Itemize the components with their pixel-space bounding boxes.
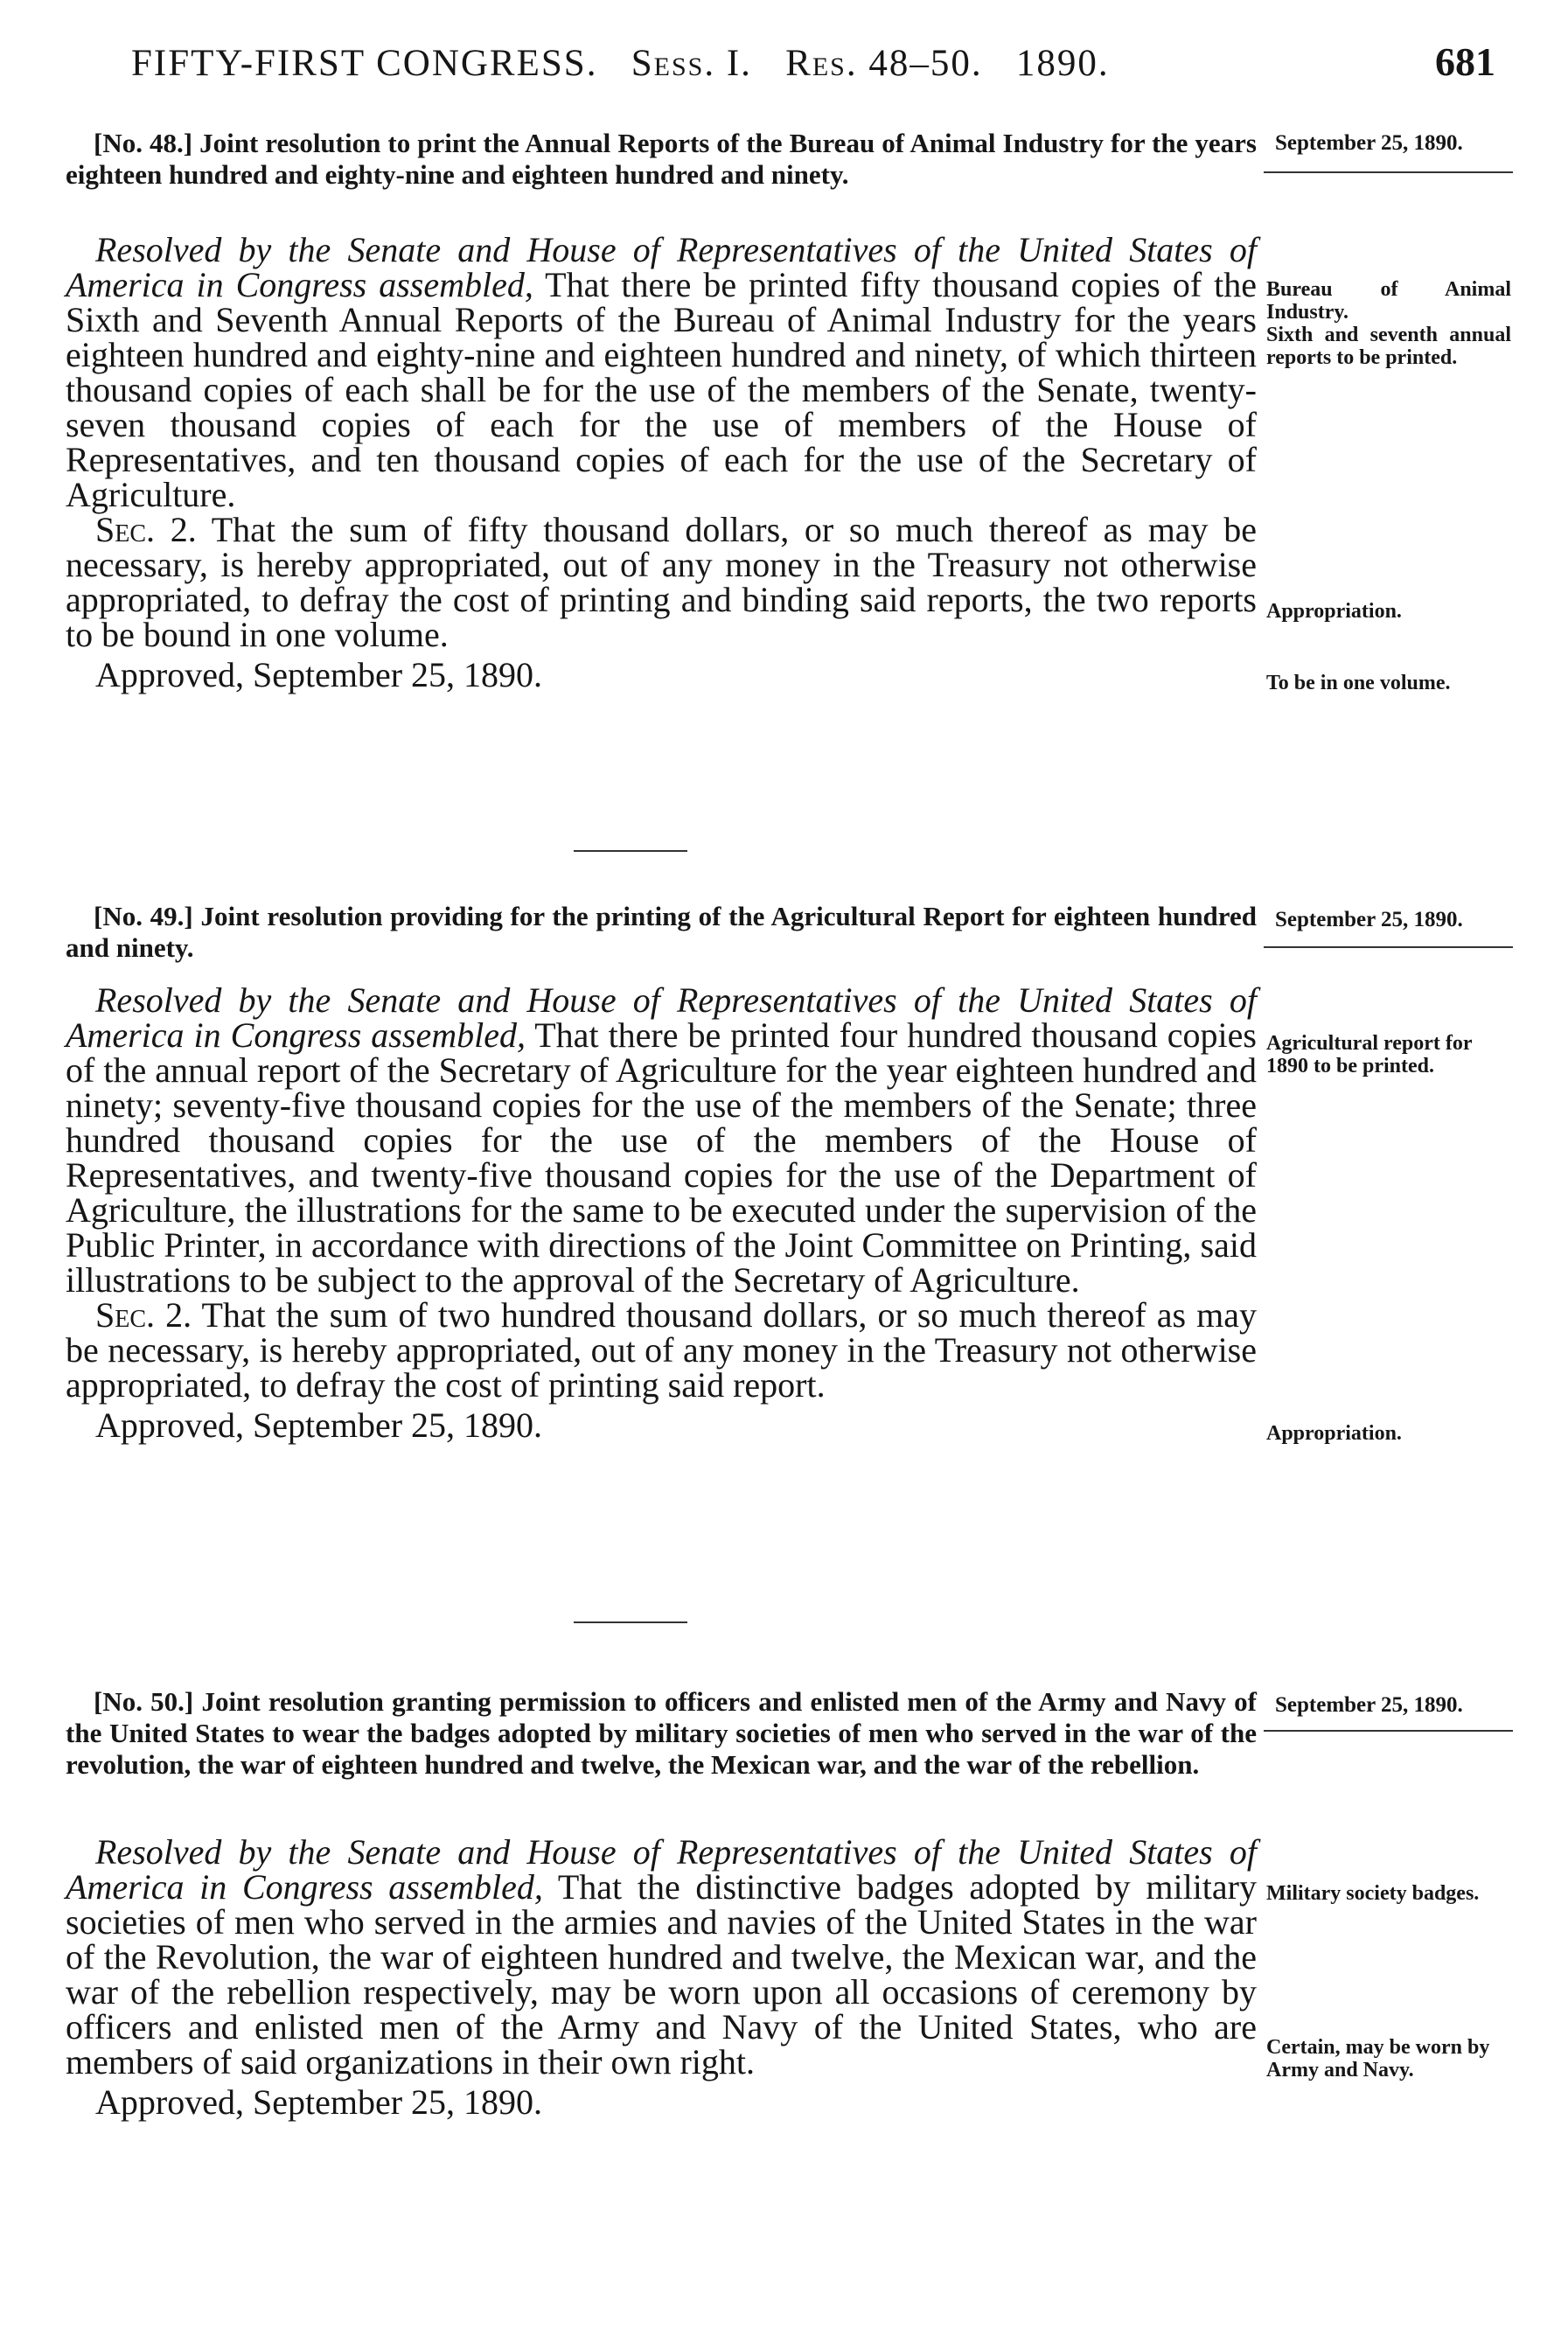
margin-note: Military society badges.: [1266, 1882, 1480, 1905]
resolutions-range: Res. 48–50.: [785, 43, 983, 84]
resolving-paragraph: [66, 1832, 1257, 2082]
enacting-clause: Resolved by the Senate and House of Representatives of the United States of America in Congress assembled,: [66, 230, 1257, 304]
margin-note: Certain, may be worn by Army and Navy.: [1266, 2036, 1490, 2082]
margin-note: To be in one volume.: [1266, 672, 1451, 694]
resolution-number: [No. 48.]: [94, 128, 193, 158]
enacting-clause: Resolved by the Senate and House of Representatives of the United States of America in Congress assembled,: [66, 980, 1257, 1055]
margin-note: Agricultural report for 1890 to be printed.: [1266, 1032, 1473, 1077]
resolving-paragraph: [66, 980, 1257, 1300]
section-label: Sec. 2.: [95, 510, 197, 549]
separator-rule: [574, 1621, 687, 1623]
resolution-title: [66, 128, 1257, 191]
resolution-number: [No. 49.]: [94, 901, 193, 931]
section-text: That the sum of fifty thousand dollars, or so much thereof as may be necessary, is hereby appropriated, out of any money in the Treasury not otherwise appropriated, to defray the cost of printing and binding said reports, the two reports to be bound in one volume.: [66, 510, 1258, 654]
margin-note: Appropriation.: [1266, 1422, 1402, 1445]
section-text: That the sum of two hundred thousand dollars, or so much thereof as may be necessary, is hereby appropriated, out of any money in the Treasury not otherwise appropriated, to defray the cost of printing said report.: [66, 1295, 1257, 1405]
resolution-number: [No. 50.]: [94, 1686, 194, 1717]
resolution-text: That the distinctive badges adopted by military societies of men who served in the armies and navies of the United States in the war of the Revolution, the war of eighteen hundred and twelve, the Mexican war, and the war of the rebellion respectively, may be worn upon all occasions of ceremony by officers and enlisted men of the Army and Navy of the United States, who are members of said organizations in their own right.: [66, 1867, 1257, 2082]
margin-note: Sixth and seventh annual reports to be printed.: [1266, 324, 1511, 369]
margin-note: Bureau of Animal Industry.: [1266, 278, 1511, 324]
section-2: [66, 510, 1258, 654]
date-rule: [1264, 946, 1513, 948]
approval-date-margin: September 25, 1890.: [1275, 131, 1463, 155]
session-label: Sess. I.: [631, 43, 752, 84]
separator-rule: [574, 850, 687, 852]
resolving-paragraph: [66, 230, 1257, 514]
section-label: Sec. 2.: [95, 1295, 192, 1335]
approval-date-margin: September 25, 1890.: [1275, 1693, 1463, 1717]
running-head: [131, 39, 1495, 94]
running-title: FIFTY-FIRST CONGRESS.: [131, 43, 598, 84]
approval-date-margin: September 25, 1890.: [1275, 908, 1463, 931]
resolution-title-text: Joint resolution to print the Annual Reports of the Bureau of Animal Industry for the years eighteen hundred and eighty-nine and eighteen hundred and ninety.: [66, 128, 1257, 190]
header-year: 1890.: [1015, 43, 1110, 84]
approved-line: Approved, September 25, 1890.: [95, 2082, 543, 2122]
date-rule: [1264, 1730, 1513, 1732]
resolution-text: That there be printed four hundred thousand copies of the annual report of the Secretary of Agriculture for the year eighteen hundred and ninety; seventy-five thousand copies for the use of the members of the Senate; three hundred thousand copies for the use of the members of the House of Representatives, and twenty-five thousand copies for the use of the Department of Agriculture, the illustrations for the same to be executed under the supervision of the Public Printer, in accordance with directions of the Joint Committee on Printing, said illustrations to be subject to the approval of the Secretary of Agriculture.: [66, 1015, 1257, 1300]
section-2: [66, 1295, 1257, 1405]
date-rule: [1264, 171, 1513, 173]
page-number: 681: [1435, 39, 1495, 84]
resolution-body: [66, 1832, 1257, 2122]
resolution-title: [66, 1686, 1257, 1781]
resolution-body: [66, 230, 1258, 694]
resolution-title-text: Joint resolution granting permission to officers and enlisted men of the Army and Navy of the United States to wear the badges adopted by military societies of men who served in the war of the revolution, the war of eighteen hundred and twelve, the Mexican war, and the war of the rebellion.: [66, 1686, 1257, 1780]
enacting-clause: Resolved by the Senate and House of Representatives of the United States of America in Congress assembled,: [66, 1832, 1257, 1907]
approved-line: Approved, September 25, 1890.: [95, 1405, 543, 1445]
resolution-title-text: Joint resolution providing for the printing of the Agricultural Report for eighteen hundred and ninety.: [66, 901, 1257, 963]
resolution-text: That there be printed fifty thousand copies of the Sixth and Seventh Annual Reports of the Bureau of Animal Industry for the years eighteen hundred and eighty-nine and eighteen hundred and ninety, of which thirteen thousand copies of each shall be for the use of the members of the Senate, twenty-seven thousand copies of each for the use of members of the House of Representatives, and ten thousand copies of each for the use of the Secretary of Agriculture.: [66, 265, 1257, 514]
margin-note: Appropriation.: [1266, 600, 1402, 623]
resolution-body: [66, 980, 1257, 1445]
approved-line: Approved, September 25, 1890.: [95, 655, 543, 694]
resolution-title: [66, 901, 1257, 964]
